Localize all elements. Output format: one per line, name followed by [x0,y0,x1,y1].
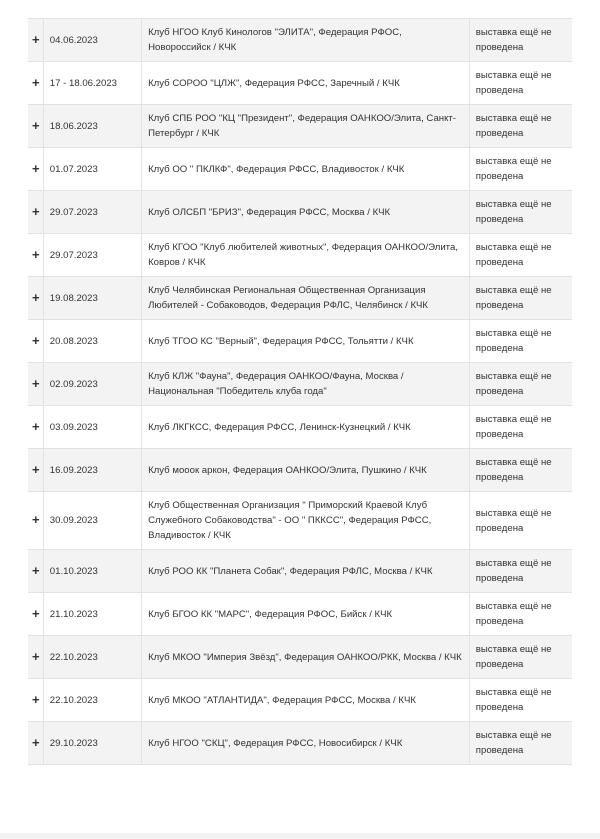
club-description: Клуб Челябинская Региональная Общественная Организация Любителей - Собаководов, Федерация РФЛС, Челябинск / КЧК [142,277,470,320]
expand-cell [28,449,43,492]
expand-icon[interactable]: + [32,31,40,47]
shows-table-body [28,19,572,765]
expand-cell [28,19,43,62]
club-description: Клуб КЛЖ "Фауна", Федерация ОАНКОО/Фауна, Москва / Национальная "Победитель клуба года" [142,363,470,406]
table-row[interactable] [28,234,572,277]
show-date: 17 - 18.06.2023 [43,62,141,105]
expand-cell [28,363,43,406]
expand-icon[interactable]: + [32,512,40,527]
show-status: выставка ещё не проведена [469,148,572,191]
table-row[interactable] [28,105,572,148]
expand-cell [28,191,43,234]
show-date: 16.09.2023 [43,449,141,492]
table-row[interactable] [28,449,572,492]
table-row[interactable] [28,19,572,62]
show-date: 01.07.2023 [43,148,141,191]
expand-cell [28,550,43,593]
show-status: выставка ещё не проведена [469,449,572,492]
club-description: Клуб ОЛСБП "БРИЗ", Федерация РФСС, Москва / КЧК [142,191,470,234]
table-row[interactable] [28,679,572,722]
expand-icon[interactable]: + [32,246,40,262]
expand-icon[interactable]: + [32,562,40,578]
show-status: выставка ещё не проведена [469,363,572,406]
table-row[interactable] [28,636,572,679]
show-date: 21.10.2023 [43,593,141,636]
table-row[interactable] [28,363,572,406]
table-row[interactable] [28,406,572,449]
show-status: выставка ещё не проведена [469,593,572,636]
expand-icon[interactable]: + [32,418,40,434]
show-status: выставка ещё не проведена [469,191,572,234]
expand-cell [28,722,43,765]
table-row[interactable] [28,492,572,550]
expand-cell [28,148,43,191]
expand-icon[interactable]: + [32,289,40,305]
show-date: 30.09.2023 [43,492,141,550]
expand-icon[interactable]: + [32,461,40,477]
club-description: Клуб БГОО КК "МАРС", Федерация РФОС, Бийск / КЧК [142,593,470,636]
expand-cell [28,105,43,148]
show-date: 22.10.2023 [43,636,141,679]
club-description: Клуб КГОО "Клуб любителей животных", Федерация ОАНКОО/Элита, Ковров / КЧК [142,234,470,277]
club-description: Клуб РОО КК "Планета Собак", Федерация РФЛС, Москва / КЧК [142,550,470,593]
show-status: выставка ещё не проведена [469,550,572,593]
club-description: Клуб мооок аркон, Федерация ОАНКОО/Элита, Пушкино / КЧК [142,449,470,492]
club-description: Клуб ОО " ПКЛКФ", Федерация РФСС, Владивосток / КЧК [142,148,470,191]
club-description: Клуб ЛКГКСС, Федерация РФСС, Ленинск-Кузнецкий / КЧК [142,406,470,449]
club-description: Клуб Общественная Организация " Приморский Краевой Клуб Служебного Собаководства" - ОО " ПККСС", Федерация РФСС, Владивосток / КЧК [142,492,470,550]
club-description: Клуб МКОО "АТЛАНТИДА", Федерация РФСС, Москва / КЧК [142,679,470,722]
expand-icon[interactable]: + [32,734,40,750]
show-date: 04.06.2023 [43,19,141,62]
table-row[interactable] [28,320,572,363]
expand-cell [28,234,43,277]
show-status: выставка ещё не проведена [469,636,572,679]
club-description: Клуб СПБ РОО "КЦ "Президент", Федерация ОАНКОО/Элита, Санкт-Петербург / КЧК [142,105,470,148]
expand-icon[interactable]: + [32,160,40,176]
expand-cell [28,406,43,449]
expand-cell [28,636,43,679]
show-date: 29.10.2023 [43,722,141,765]
show-status: выставка ещё не проведена [469,679,572,722]
expand-cell [28,593,43,636]
club-description: Клуб НГОО "СКЦ", Федерация РФСС, Новосибирск / КЧК [142,722,470,765]
expand-cell [28,277,43,320]
club-description: Клуб МКОО "Империя Звёзд", Федерация ОАНКОО/РКК, Москва / КЧК [142,636,470,679]
show-date: 22.10.2023 [43,679,141,722]
club-description: Клуб СОРОО "ЦЛЖ", Федерация РФСС, Заречный / КЧК [142,62,470,105]
show-date: 19.08.2023 [43,277,141,320]
show-status: выставка ещё не проведена [469,62,572,105]
expand-icon[interactable]: + [32,203,40,219]
expand-cell [28,320,43,363]
show-date: 03.09.2023 [43,406,141,449]
table-row[interactable] [28,148,572,191]
expand-icon[interactable]: + [32,117,40,133]
club-description: Клуб НГОО Клуб Кинологов "ЭЛИТА", Федерация РФОС, Новороссийск / КЧК [142,19,470,62]
table-row[interactable] [28,62,572,105]
expand-icon[interactable]: + [32,74,40,90]
show-status: выставка ещё не проведена [469,234,572,277]
show-status: выставка ещё не проведена [469,19,572,62]
expand-icon[interactable]: + [32,375,40,391]
show-status: выставка ещё не проведена [469,492,572,550]
table-row[interactable] [28,191,572,234]
show-status: выставка ещё не проведена [469,722,572,765]
expand-icon[interactable]: + [32,605,40,621]
show-status: выставка ещё не проведена [469,406,572,449]
table-row[interactable] [28,722,572,765]
table-row[interactable] [28,593,572,636]
club-description: Клуб ТГОО КС "Верный", Федерация РФСС, Тольятти / КЧК [142,320,470,363]
show-date: 20.08.2023 [43,320,141,363]
page-bottom-bar [0,833,600,839]
table-row[interactable] [28,277,572,320]
show-date: 01.10.2023 [43,550,141,593]
show-status: выставка ещё не проведена [469,105,572,148]
show-date: 18.06.2023 [43,105,141,148]
table-row[interactable] [28,550,572,593]
expand-icon[interactable]: + [32,332,40,348]
show-status: выставка ещё не проведена [469,277,572,320]
expand-cell [28,492,43,550]
show-date: 29.07.2023 [43,191,141,234]
expand-icon[interactable]: + [32,691,40,707]
shows-table [28,18,572,765]
show-date: 29.07.2023 [43,234,141,277]
expand-cell [28,62,43,105]
expand-cell [28,679,43,722]
show-status: выставка ещё не проведена [469,320,572,363]
show-date: 02.09.2023 [43,363,141,406]
expand-icon[interactable]: + [32,648,40,664]
